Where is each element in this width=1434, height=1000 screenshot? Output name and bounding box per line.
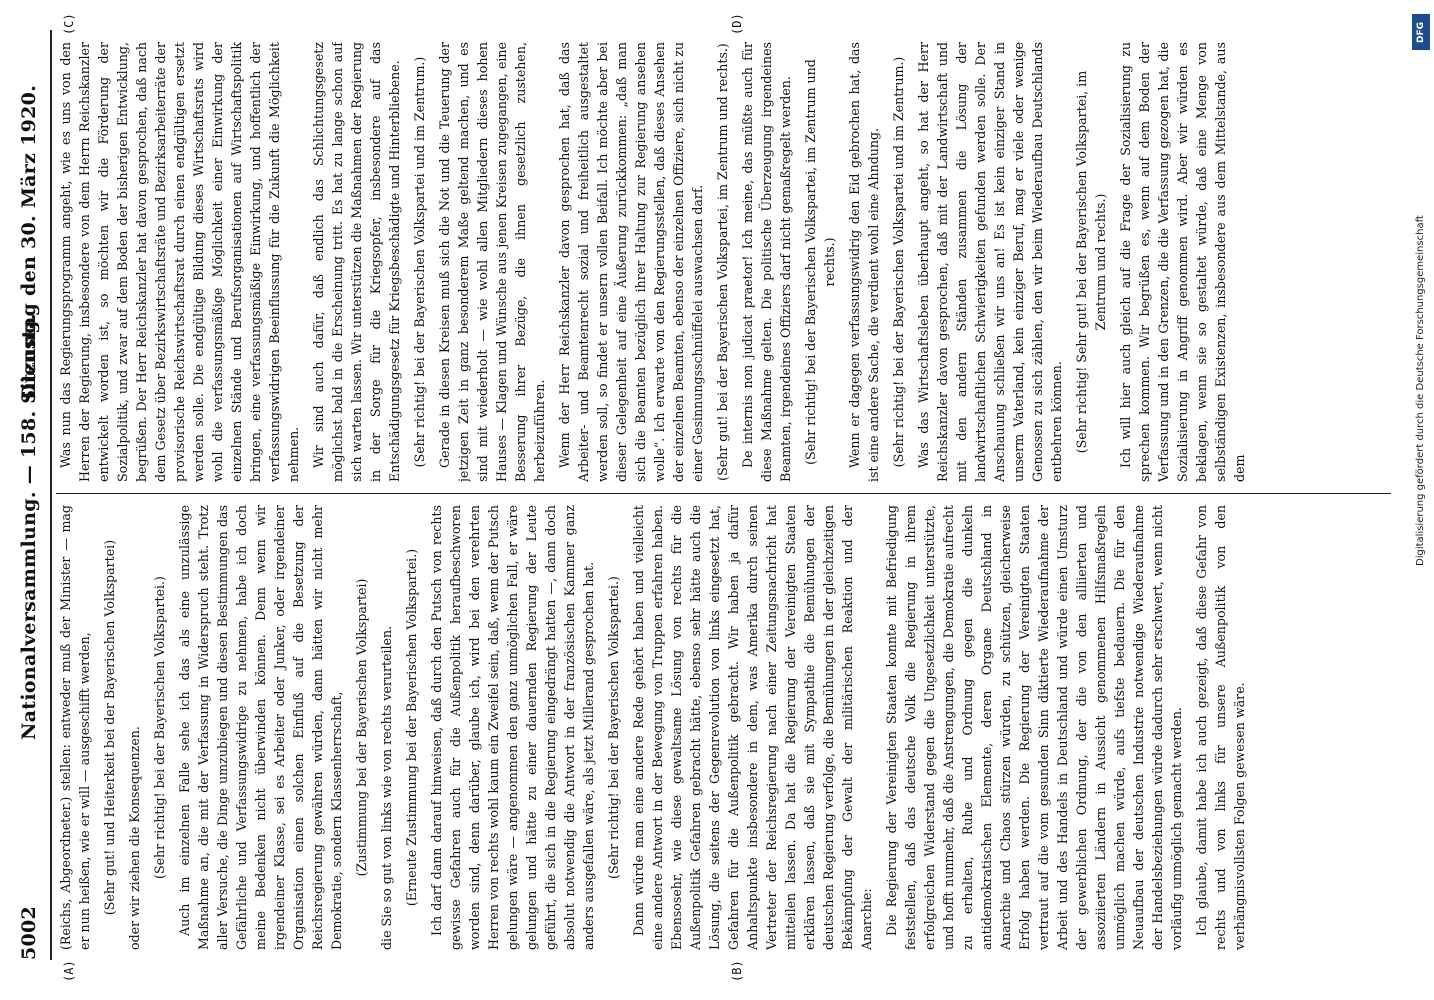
margin-marker-b: (B) — [730, 960, 744, 982]
paragraph: De internis non judicat praetor! Ich meine, das müßte auch für diese Maßnahme gelten. Die politische Überzeugung irgendeines Beamten, irgendeines Offiziers darf nicht gemaßregelt werden. — [740, 42, 793, 482]
left-column — [56, 505, 1391, 950]
paragraph: Dann würde man eine andere Rede gehört haben und vielleicht eine andere Antwort in der Bewegung von Truppen erfahren haben. Ebensosehr, wie diese gewaltsame Lösung von rechts für die Außenpolitik Gefahren gebracht hätte, ebenso sehr hätte auch die Lösung, die seitens der Gegenrevolution von links eingesetzt hat, Gefahren für die Außenpolitik gebracht. Wir haben ja dafür Anhaltspunkte insbesondere in dem, was Amerika durch seinen Vertreter der Reichsregierung nach einer Zeitungsnachricht hat mitteilen lassen. Da hat die Regierung der Vereinigten Staaten erklären lassen, daß sie mit Sympathie die Bemühungen der deutschen Regierung verfolge, die Bemühungen in der gleichzeitigen Bekämpfung der Gewalt der militärischen Reaktion und der Anarchie: — [631, 505, 874, 950]
dfg-funding-notice — [1410, 6, 1432, 996]
right-column — [56, 42, 1391, 482]
interjection: (Sehr richtig! bei der Bayerischen Volkspartei, im Zentrum und rechts.) — [803, 59, 837, 465]
paragraph: Auch im einzelnen Falle sehe ich das als eine unzulässige Maßnahme an, die mit der Verfassung in Widerspruch steht. Trotz aller Versuche, die Dinge umzubiegen und diesen Bestimmungen das Gefährliche und Verfassungswidrige zu nehmen, habe ich doch meine Bedenken nicht überwinden können. Denn wenn wir irgendeiner Klasse, sei es Arbeiter oder Junker, oder irgendeiner Organisation einen solchen Einfluß auf die Besetzung der Reichsregierung gewähren würden, dann hätten wir nicht mehr Demokratie, sondern Klassenherrschaft, — [177, 505, 344, 950]
page-title: Nationalversammlung. — 158. Sitzung. — [18, 313, 40, 740]
quoted-statement: Die Regierung der Vereinigten Staaten konnte mit Befriedigung feststellen, daß das deutsche Volk die Regierung in ihrem erfolgreichen Widerstand gegen die Ungesetzlichkeit unterstützte, und hofft nunmehr, daß die Anstrengungen, die Demokratie aufrecht zu erhalten, Ruhe und Ordnung gegen die dunkeln antidemokratischen Elemente, deren Organe Deutschland in Anarchie und Chaos stürzen würden, zu schützen, gleicherweise Erfolg haben werden. Die Regierung der Vereinigten Staaten vertraut auf die vom gesunden Sinn diktierte Wiederaufnahme der Arbeit und des Handels in Deutschland und würde einen Umsturz der gewerblichen Ordnung, der die von den alliierten und assoziierten Ländern in Aussicht genommenen Hilfsmaßregeln unmöglich machen würde, aufs tiefste bedauern. Die für den Neuaufbau der deutschen Industrie notwendige Wiederaufnahme der Handelsbeziehungen würde dadurch sehr erschwert, wenn nicht vorläufig unmöglich gemacht werden. — [884, 505, 1184, 950]
paragraph: Ich darf dann darauf hinweisen, daß durch den Putsch von rechts gewisse Gefahren auch für die Außenpolitik heraufbeschworen worden sind, denn darüber, glaube ich, wird bei den verehrten Herren von rechts wohl kaum ein Zweifel sein, daß, wenn der Putsch gelungen wäre — angenommen den ganz unmöglichen Fall, er wäre gelungen und hätte zu einer dauernden Regierung der Leute geführt, die sich in die Regierung eingedrängt hatten —, dann doch absolut notwendig die Antwort in der französischen Kammer ganz anders ausgefallen wäre, als jetzt Millerand gesprochen hat. — [429, 505, 596, 950]
interjection: (Zustimmung bei der Bayerischen Volkspartei) — [354, 578, 369, 877]
margin-marker-a: (A) — [62, 960, 76, 982]
paragraph: Gerade in diesen Kreisen muß sich die Not und die Teuerung der jetzigen Zeit in ganz besonderem Maße geltend machen, und es sind mit wiederholt — wie wohl allen Mitgliedern dieses hohen Hauses — Klagen und Wünsche aus jenen Kreisen zugegangen, eine Besserung ihrer Bezüge, die ihnen gesetzlich zustehen, herbeizuführen. — [437, 42, 547, 482]
paragraph: Wir sind auch dafür, daß endlich das Schlichtungsgesetz möglichst bald in die Erscheinung tritt. Es hat zu lange schon auf sich warten lassen. Wir unterstützen die Maßnahmen der Regierung in der Sorge für die Kriegsopfer, insbesondere auf das Entschädigungsgesetz für Kriegsbeschädigte und Hinterbliebene. — [311, 42, 402, 482]
paragraph: die Sie so gut von links wie von rechts verurteilen. — [379, 625, 394, 950]
paragraph: Was nun das Regierungsprogramm angeht, wie es uns von den Herren der Regierung, insbesondere von dem Herrn Reichskanzler entwickelt worden ist, so möchten wir die Förderung der Sozialpolitik, und zwar auf dem Boden der bisherigen Entwicklung, begrüßen. Der Herr Reichskanzler hat davon gesprochen, daß nach dem Gesetz über Bezirkswirtschaftsräte und Bezirksarbeiterräte der provisorische Reichswirtschaftsrat durch einen endgültigen ersetzt werden solle. Die endgültige Bildung dieses Wirtschaftsrats wird wohl die verfassungsmäßige Möglichkeit einer Einwirkung der einzelnen Stände und Berufsorganisationen auf Wirtschaftspolitik bringen, eine verfassungsmäßige Einwirkung, und hoffentlich der verfassungswidrigen Beeinflussung für die Zukunft die Möglichkeit nehmen. — [58, 42, 301, 482]
interjection: (Erneute Zustimmung bei der Bayerischen Volkspartei.) — [404, 548, 419, 907]
paragraph: oder wir ziehen die Konsequenzen. — [127, 726, 142, 950]
interjection: (Sehr richtig! bei der Bayerischen Volkspartei.) — [152, 576, 167, 879]
page-header — [18, 30, 50, 960]
column-divider — [56, 493, 1391, 494]
paragraph: Wenn er dagegen verfassungswidrig den Eid gebrochen hat, das ist eine andere Sache, die verdient wohl eine Ahndung. — [847, 42, 881, 482]
margin-marker-c: (C) — [62, 13, 76, 35]
interjection: (Sehr gut! bei der Bayerischen Volkspartei, im Zentrum und rechts.) — [715, 43, 730, 481]
paragraph: (Reichs, Abgeordneter.) stellen: entweder muß der Minister — mag er nun heißen, wie er will — ausgeschifft werden, — [58, 505, 92, 950]
interjection: (Sehr richtig! bei der Bayerischen Volkspartei und im Zentrum.) — [891, 56, 906, 468]
margin-marker-d: (D) — [730, 13, 744, 35]
paragraph: Ich will hier auch gleich auf die Frage der Sozialisierung zu sprechen kommen. Wir begrüßen es, wenn auf dem Boden der Verfassung und in den Grenzen, die die Verfassung gezogen hat, die Sozialisierung in Angriff genommen wird. Aber wir würden es beklagen, wenn sie so gestaltet würde, daß eine Menge von selbständigen Existenzen, insbesondere aus dem Mittelstande, aus dem — [1118, 42, 1247, 482]
paragraph: Ich glaube, damit habe ich auch gezeigt, daß diese Gefahr von rechts und von links für unsere Außenpolitik von den verhängnisvollsten Folgen gewesen wäre. — [1194, 505, 1247, 950]
interjection: (Sehr gut! und Heiterkeit bei der Bayerischen Volkspartei) — [102, 539, 117, 916]
interjection: (Sehr richtig! bei der Bayerischen Volkspartei und im Zentrum.) — [412, 56, 427, 468]
dfg-logo: DFG — [1412, 14, 1430, 50]
interjection: (Sehr richtig! Sehr gut! bei der Bayerischen Volkspartei, im Zentrum und rechts.) — [1074, 70, 1108, 454]
header-rule — [50, 30, 52, 960]
paragraph: Wenn der Herr Reichskanzler davon gesprochen hat, daß das Arbeiter- und Beamtenrecht sozial und freiheitlich ausgestaltet werden soll, so findet er unsern vollen Beifall. Ich möchte aber bei dieser Gelegenheit auf eine Äußerung zurückkommen: „daß man sich die Beamten bezüglich ihrer Haltung zur Regierung ansehen wolle“. Ich erwarte von den Regierungsstellen, daß dieses Ansehen der einzelnen Beamten, ebenso der einzelnen Offiziere, sich nicht zu einer Gesinnungsschnüffelei auswachsen darf. — [557, 42, 705, 482]
paragraph: Was das Wirtschaftsleben überhaupt angeht, so hat der Herr Reichskanzler davon gesprochen, daß mit der Landwirtschaft und mit den andern Ständen zusammen die Lösung der landwirtschaftlichen Schwierigkeiten gefunden werden solle. Der Anschauung schließen wir uns an! Es ist kein einziger Stand in unserm Vaterland, kein einziger Beruf, mag er viele oder wenige Genossen zu sich zählen, den wir beim Wiederaufbau Deutschlands entbehren können. — [916, 42, 1064, 482]
session-date: Dienstag den 30. März 1920. — [18, 84, 40, 400]
dfg-notice-text: Digitalisierung gefördert durch die Deutsche Forschungsgemeinschaft — [1415, 215, 1426, 566]
page-number: 5002 — [18, 905, 40, 960]
interjection: (Sehr richtig! bei der Bayerischen Volkspartei.) — [606, 576, 621, 879]
